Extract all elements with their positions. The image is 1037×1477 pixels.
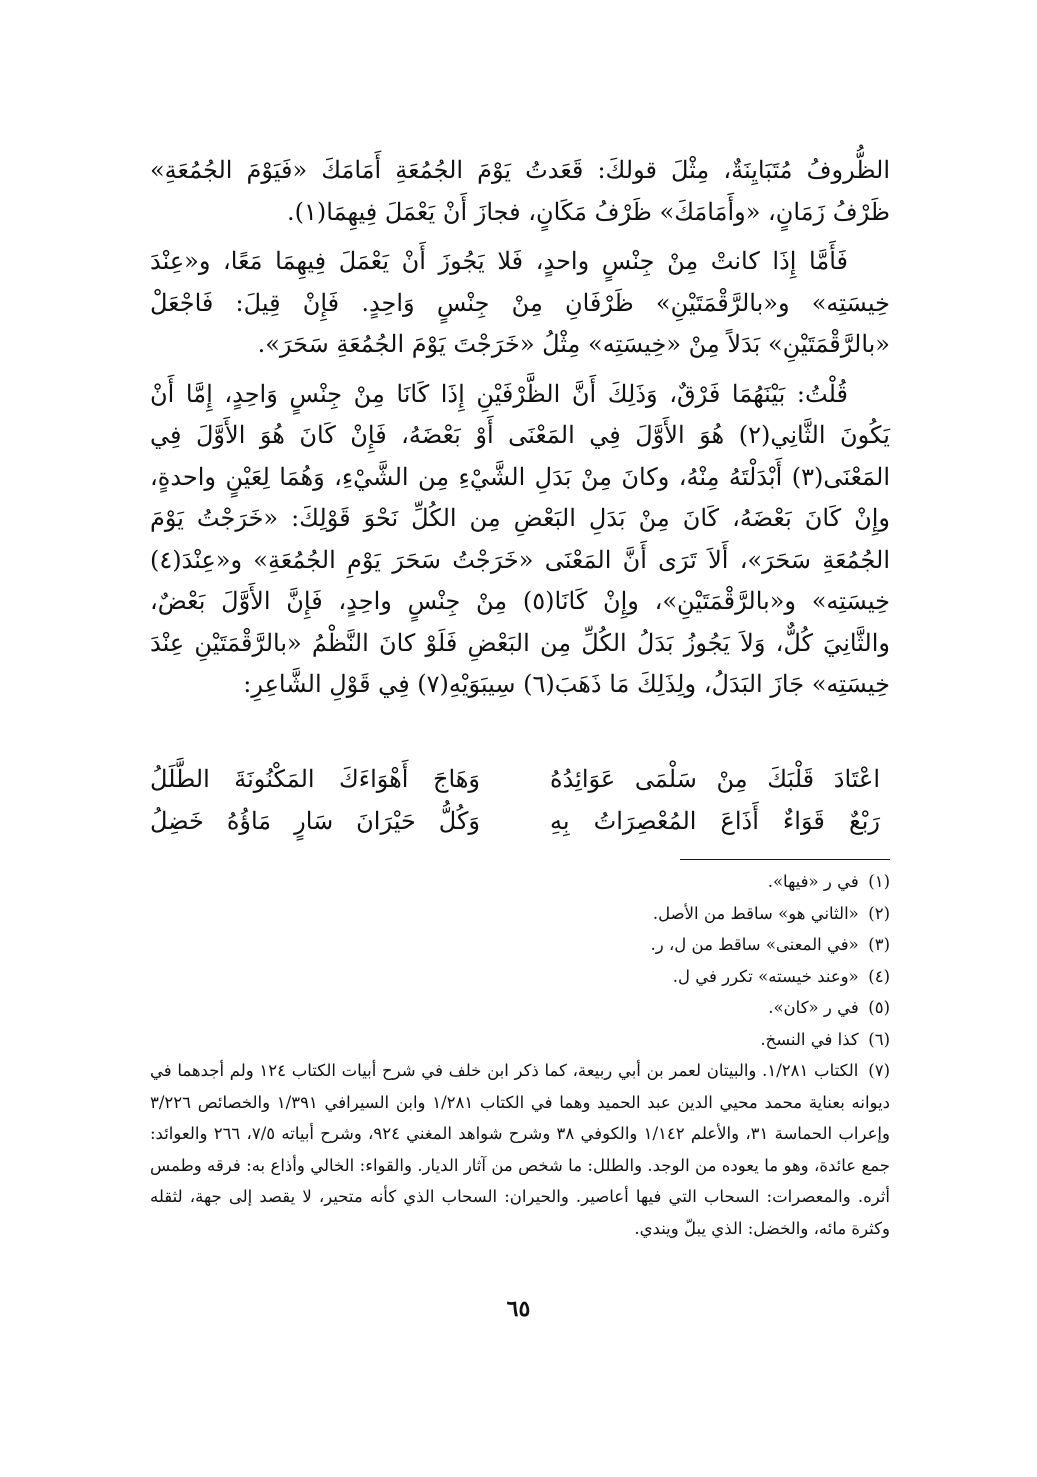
main-text: [150, 150, 890, 714]
paragraph-2: فَأَمَّا إِذَا كانتْ مِنْ جِنْسٍ واحدٍ، فَلا يَجُوزَ أَنْ يَعْمَلَ فِيهِمَا مَعًا، و«عِنْدَ خِيسَتِه» و«بالرَّقْمَتَيْنِ» ظَرْفَانِ مِنْ جِنْسٍ وَاحِدٍ. فَإِنْ قِيلَ: فَاجْعَلْ «بالرَّقْمَتَيْنِ» بَدَلاً مِنْ «خِيسَتِه» مِثْلُ «خَرَجْتَ يَوْمَ الجُمُعَةِ سَحَرَ».: [150, 247, 890, 358]
verse-2-second-hemistich: وَكُلُّ حَيْرَانَ سَارٍ مَاؤُهُ خَضِلُ: [150, 807, 480, 835]
poetry-verses: [150, 758, 890, 842]
verse-1-first-hemistich: اعْتَادَ قَلْبَكَ مِنْ سَلْمَى عَوَائِدُهُ: [550, 765, 880, 793]
footnote-3: [150, 929, 890, 961]
footnote-number: (٧): [868, 1061, 891, 1080]
footnote-number: (٤): [868, 966, 890, 986]
footnotes: [150, 866, 890, 1244]
footnote-text: كذا في النسخ.: [760, 1029, 859, 1049]
footnote-7: [150, 1055, 890, 1244]
footnote-text: «وعند خيسته» تكرر في ل.: [672, 966, 859, 986]
verse-1-second-hemistich: وَهَاجَ أَهْوَاءَكَ المَكْنُونَةَ الطَّلَلُ: [150, 765, 480, 793]
verse-line-2: [150, 800, 890, 842]
footnote-text: في ر «فيها».: [767, 872, 859, 891]
footnote-number: (٥): [868, 998, 890, 1017]
footnote-number: (١): [868, 872, 890, 891]
verse-2-first-hemistich: رَبْعٌ قَوَاءٌ أَذَاعَ المُعْصِرَاتُ بِهِ: [550, 807, 880, 835]
footnote-6: [150, 1024, 890, 1056]
footnote-text: «الثاني هو» ساقط من الأصل.: [652, 903, 859, 923]
footnote-number: (٣): [868, 935, 890, 954]
footnote-number: (٢): [868, 903, 890, 923]
paragraph-1: الظُّروفُ مُتَبَايِنَةٌ، مِثْلَ قولكَ: قَعَدتُ يَوْمَ الجُمُعَةِ أَمَامَكَ «فَيَوْمَ الجُمُعَةِ» ظَرْفُ زَمَانٍ، «وأَمَامَكَ» ظَرْفُ مَكَانٍ، فجازَ أَنْ يَعْمَلَ فِيهِمَا(١).: [150, 156, 890, 226]
footnote-divider: [680, 859, 890, 860]
footnote-5: [150, 992, 890, 1024]
footnote-4: [150, 961, 890, 993]
footnote-1: [150, 866, 890, 898]
footnote-2: [150, 898, 890, 930]
paragraph-3: قُلْتُ: بَيْنَهُمَا فَرْقٌ، وَذَلِكَ أَنَّ الظَّرْفَيْنِ إِذَا كَانَا مِنْ جِنْسٍ وَاحِدٍ، إِمَّا أَنْ يَكُونَ الثَّانِي(٢) هُوَ الأَوَّلَ فِي المَعْنَى أَوْ بَعْضَهُ، فَإِنْ كَانَ هُوَ الأَوَّلَ فِي المَعْنَى(٣) أَبْدَلْتَهُ مِنْهُ، وكانَ مِنْ بَدَلِ الشَّيْءِ مِن الشَّيْءِ، وَهُمَا لِعَيْنٍ واحدةٍ، وإِنْ كَانَ بَعْضَهُ، كَانَ مِنْ بَدَلِ البَعْضِ مِن الكُلِّ نَحْوَ قَوْلِكَ: «خَرَجْتُ يَوْمَ الجُمُعَةِ سَحَرَ»، أَلاَ تَرَى أَنَّ المَعْنَى «خَرَجْتُ سَحَرَ يَوْمِ الجُمُعَةِ» و«عِنْدَ(٤) خِيسَتِه» و«بالرَّقْمَتَيْنِ»، وإِنْ كَانَا(٥) مِنْ جِنْسٍ واحِدٍ، فَإِنَّ الأَوَّلَ بَعْضٌ، والثَّانِيَ كُلٌّ، وَلاَ يَجُوزُ بَدَلُ الكُلِّ مِن البَعْضِ فَلَوْ كانَ النَّظْمُ «بالرَّقْمَتَيْنِ عِنْدَ خِيسَتِه» جَازَ البَدَلُ، ولِذَلِكَ مَا ذَهَبَ(٦) سِيبَوَيْهِ(٧) فِي قَوْلِ الشَّاعِرِ:: [150, 379, 890, 698]
footnote-text: الكتاب ١/٢٨١. والبيتان لعمر بن أبي ربيعة، كما ذكر ابن خلف في شرح أبيات الكتاب ١٢٤ ولم أجدهما في ديوانه بعناية محمد محيي الدين عبد الحميد وهما في الكتاب ١/٢٨١ وابن السيرافي ١/٣٩١ والخصائص ٣/٢٢٦ وإعراب الحماسة ٣١، والأعلم ١/١٤٢ والكوفي ٣٨ وشرح شواهد المغني ٩٢٤، وشرح أبياته ٧/٥، ٢٦٦ والعوائد: جمع عائدة، وهو ما يعوده من الوجد. والطلل: ما شخص من آثار الديار. والقواء: الخالي وأذاع به: فرقه وطمس أثره. والمعصرات: السحاب التي فيها أعاصير. والحيران: السحاب الذي كأنه متحير، لا يقصد إلى جهة، لثقله وكثرة مائه، والخضل: الذي يبلّ ويندي.: [150, 1061, 891, 1238]
footnote-number: (٦): [868, 1029, 890, 1049]
page-number: ٦٥: [506, 1296, 531, 1322]
verse-line-1: [150, 758, 890, 800]
footnote-text: «في المعنى» ساقط من ل، ر.: [650, 935, 859, 954]
footnote-text: في ر «كان».: [768, 998, 859, 1017]
